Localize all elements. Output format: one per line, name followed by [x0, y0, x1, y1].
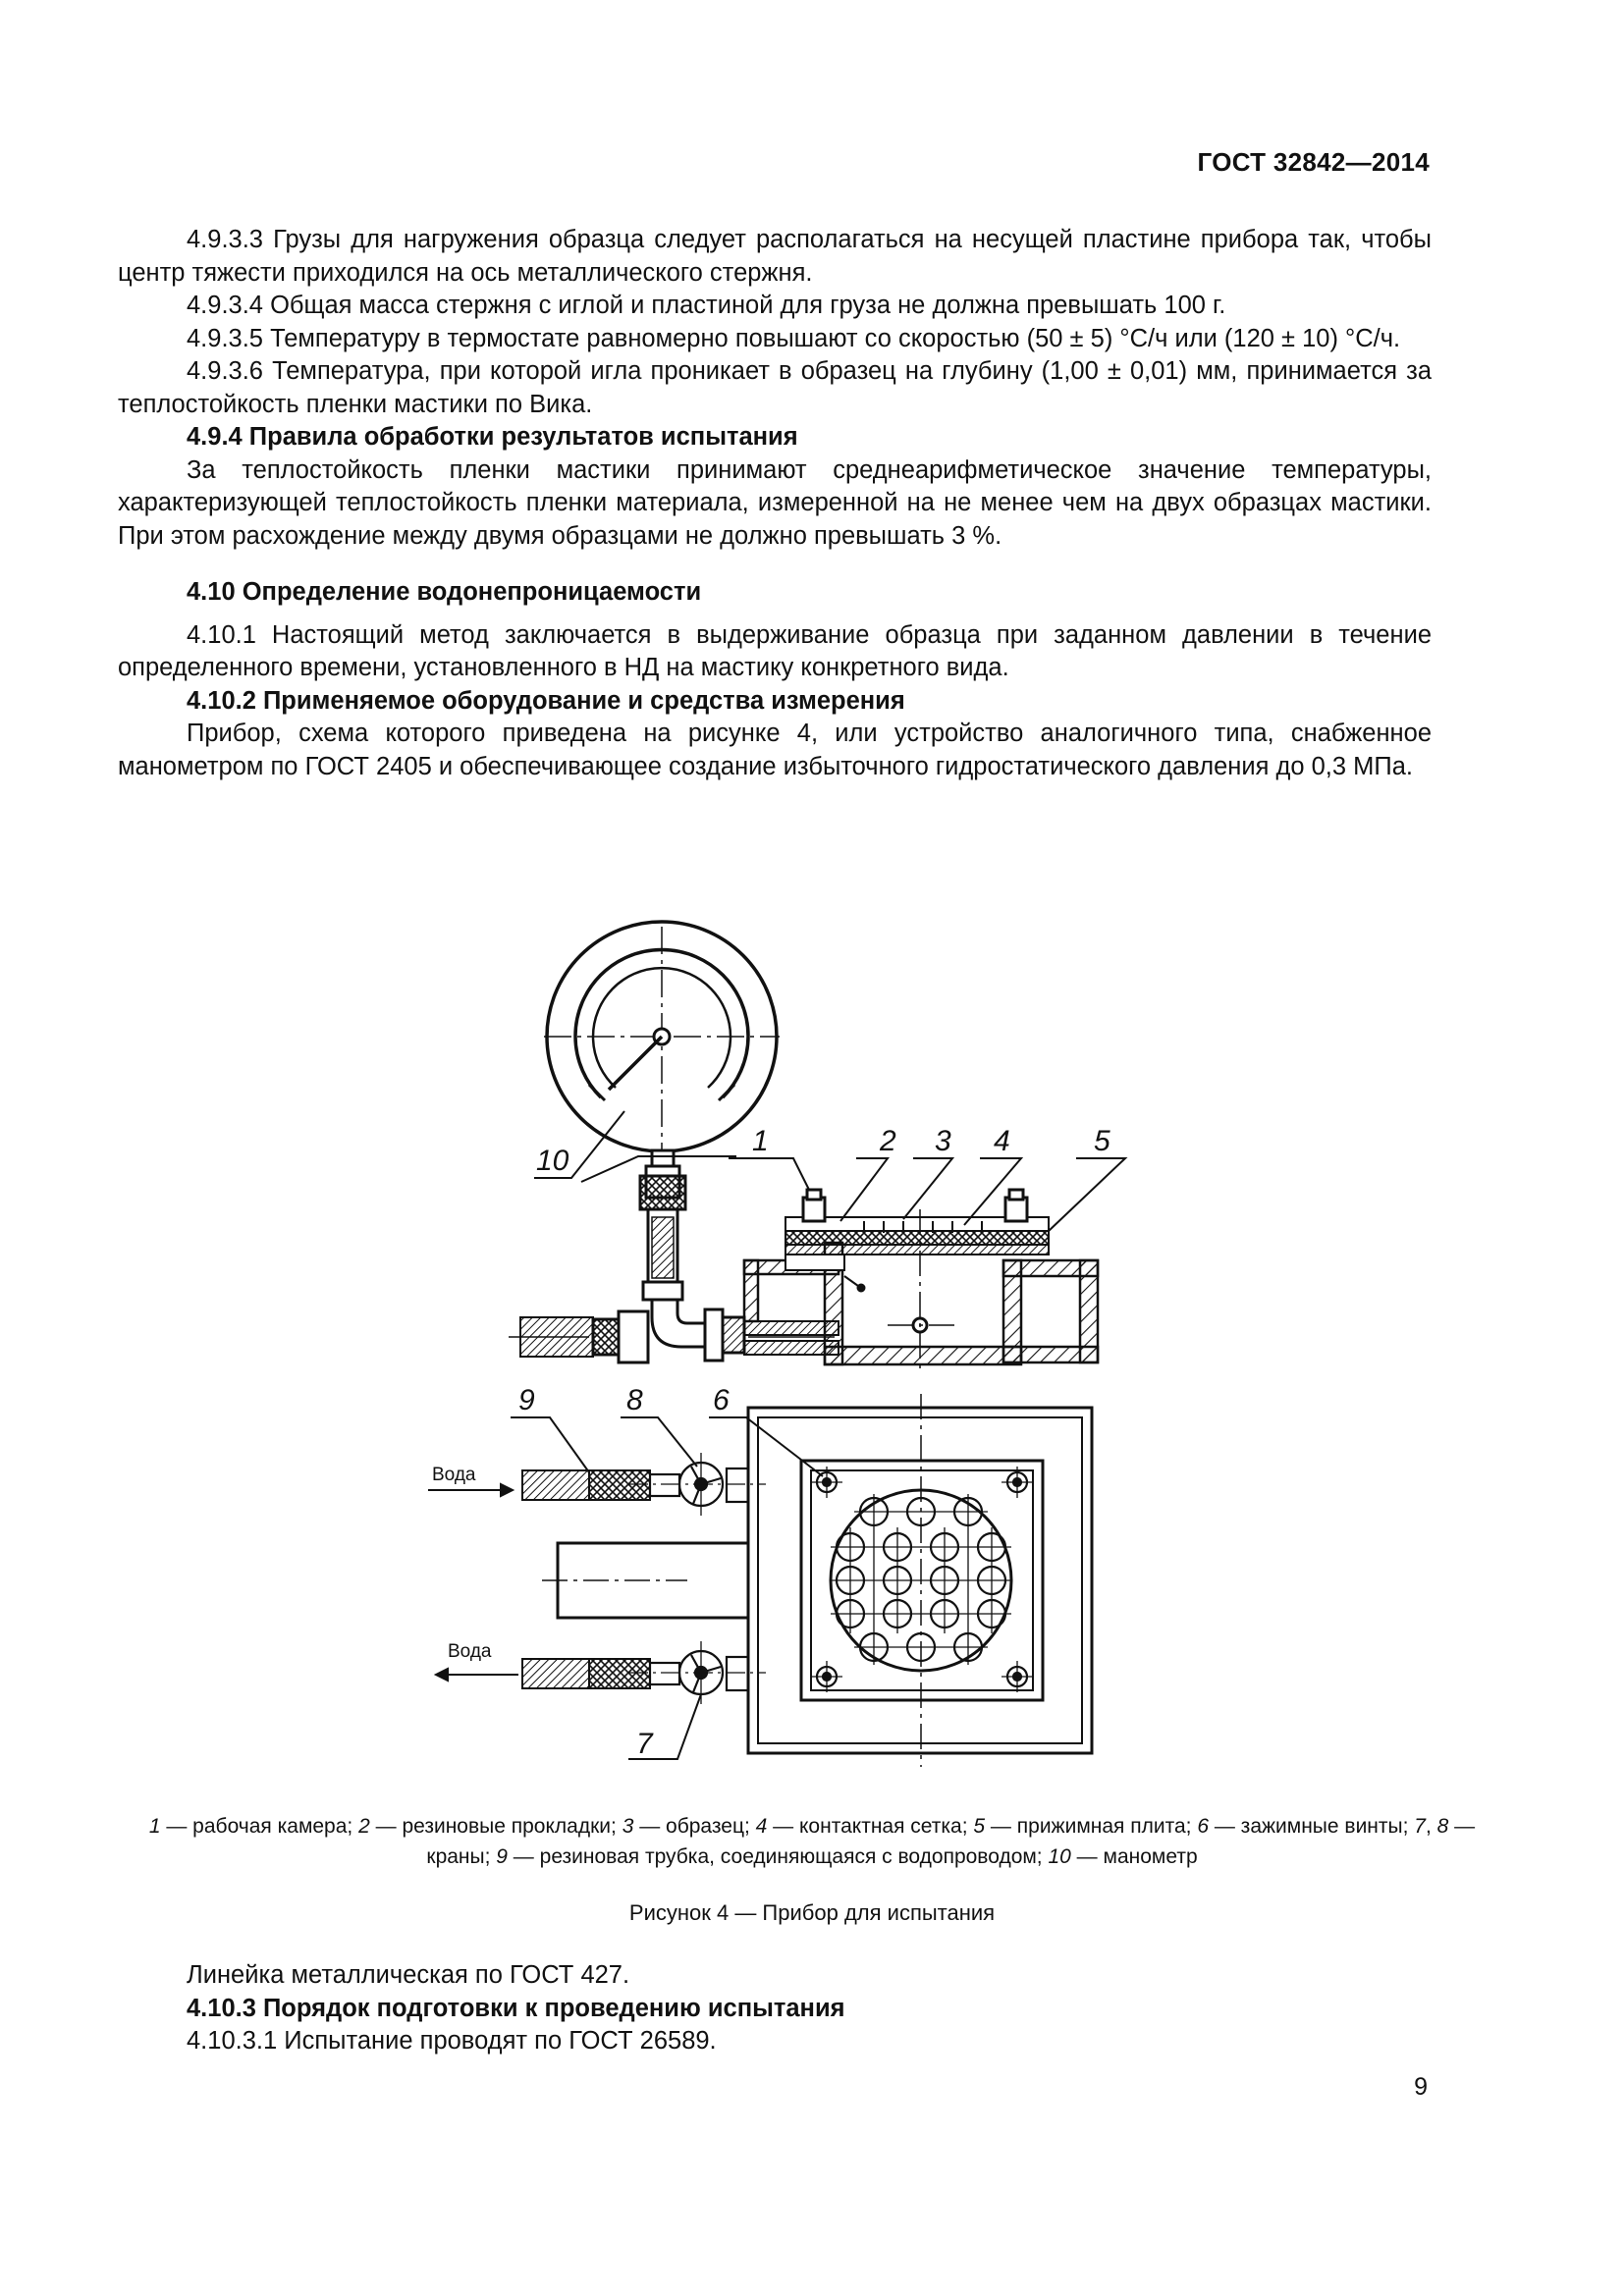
label-2: 2 — [880, 1125, 896, 1157]
water-out-label: Вода — [448, 1641, 492, 1662]
label-3: 3 — [935, 1125, 951, 1157]
water-arrows — [428, 1484, 518, 1681]
plan-view — [522, 1394, 1092, 1767]
working-chamber-section — [744, 1190, 1098, 1374]
valve-top — [650, 1463, 748, 1506]
paragraph-4-10-2: Прибор, схема которого приведена на рисунке 4, или устройство аналогичного типа, снабженное манометром по ГОСТ 2405 и обеспечивающее создание избыточного гидростатического давления до 0,3 МПа. — [118, 720, 1432, 780]
label-7: 7 — [636, 1728, 653, 1760]
paragraph-4-9-3-5: 4.9.3.5 Температуру в термостате равномерно повышают со скоростью (50 ± 5) °С/ч или (120 ± 10) °С/ч. — [187, 324, 1401, 352]
paragraph-4-10-3-1: 4.10.3.1 Испытание проводят по ГОСТ 26589. — [187, 2027, 717, 2055]
paragraph-4-9-3-4: 4.9.3.4 Общая масса стержня с иглой и пластиной для груза не должна превышать 100 г. — [187, 292, 1226, 319]
body-text — [118, 224, 1432, 783]
valve-bottom — [650, 1651, 748, 1694]
lower-text — [187, 1959, 1432, 2058]
label-5: 5 — [1094, 1125, 1110, 1157]
label-8: 8 — [626, 1384, 643, 1416]
leader-lines-top — [581, 1156, 1125, 1231]
heading-4-10: 4.10 Определение водонепроницаемости — [187, 578, 702, 606]
document-header: ГОСТ 32842—2014 — [1197, 147, 1430, 177]
label-4: 4 — [994, 1125, 1010, 1157]
label-6: 6 — [713, 1384, 730, 1416]
paragraph-4-9-3-6: 4.9.3.6 Температура, при которой игла проникает в образец на глубину (1,00 ± 0,01) мм, принимается за теплостойкость пленки мастики по Вика. — [118, 357, 1432, 418]
heading-4-10-2: 4.10.2 Применяемое оборудование и средства измерения — [187, 686, 905, 715]
heading-4-10-3: 4.10.3 Порядок подготовки к проведению испытания — [187, 1994, 845, 2022]
paragraph-4-9-3-3: 4.9.3.3 Грузы для нагружения образца следует располагаться на несущей пластине прибора так, чтобы центр тяжести приходился на ось металлического стержня. — [118, 226, 1432, 287]
label-10: 10 — [536, 1145, 569, 1177]
water-in-label: Вода — [432, 1465, 476, 1485]
manometer — [509, 922, 835, 1362]
figure-labels — [518, 1125, 1110, 1760]
figure-legend: 1 — рабочая камера; 2 — резиновые прокладки; 3 — образец; 4 — контактная сетка; 5 — прижимная плита; 6 — зажимные винты; 7, 8 — краны; 9 — резиновая трубка, соединяющаяся с водопроводом; 10 — манометр — [148, 1815, 1476, 1868]
heading-4-9-4: 4.9.4 Правила обработки результатов испытания — [187, 423, 798, 451]
label-9: 9 — [518, 1384, 535, 1416]
page-number: 9 — [1414, 2073, 1428, 2101]
ruler-line: Линейка металлическая по ГОСТ 427. — [187, 1961, 630, 1989]
paragraph-4-10-1: 4.10.1 Настоящий метод заключается в выдерживание образца при заданном давлении в течение определенного времени, установленного в НД на мастику конкретного вида. — [118, 620, 1432, 681]
label-1: 1 — [752, 1125, 769, 1157]
leader-lines-bottom — [511, 1111, 823, 1759]
paragraph-4-9-4: За теплостойкость пленки мастики принимают среднеарифметическое значение температуры, характеризующей теплостойкость пленки материала, измеренной на не менее чем на двух образцах мастики. При этом расхождение между двумя образцами не должно превышать 3 %. — [118, 455, 1432, 550]
figure-caption: Рисунок 4 — Прибор для испытания — [628, 1900, 996, 1925]
